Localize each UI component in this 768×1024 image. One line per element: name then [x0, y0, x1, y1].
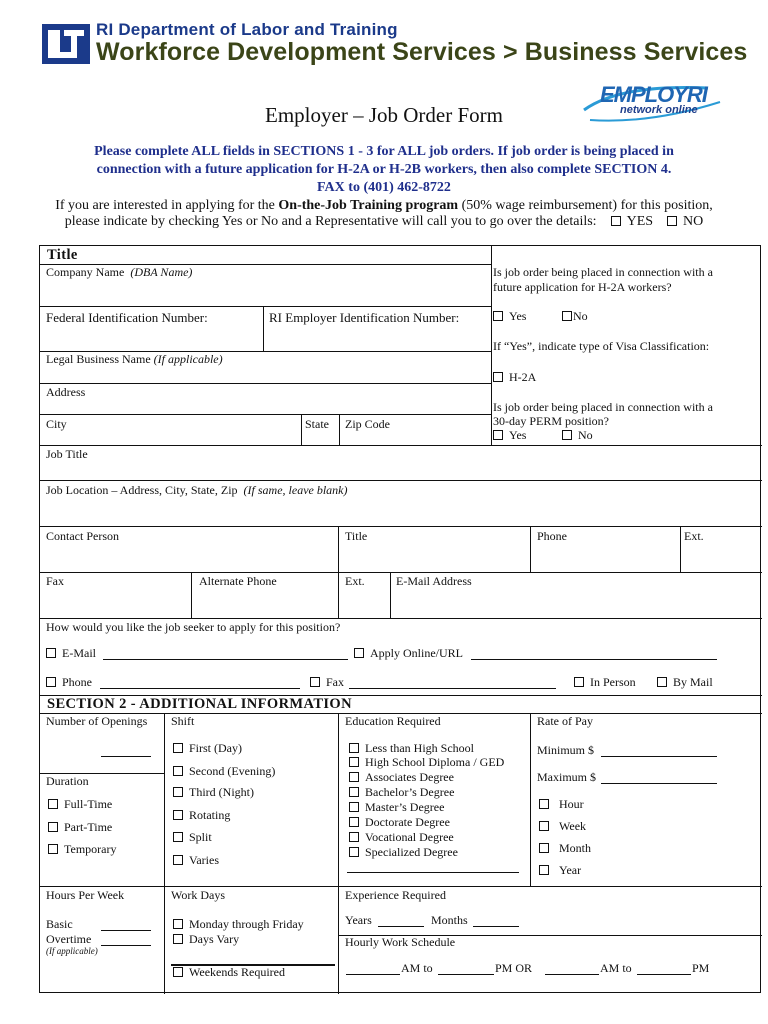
ojt-program-name: On-the-Job Training program [278, 198, 459, 213]
apply-fax-line[interactable] [349, 688, 556, 689]
basic-hours-label: Basic [46, 917, 73, 931]
duration-label: Duration [46, 774, 89, 788]
fax-field[interactable] [41, 588, 190, 617]
pay-week-checkbox[interactable]: Week [539, 819, 586, 834]
visa-h2a-checkbox[interactable]: H-2A [493, 370, 536, 385]
schedule-start-1-line[interactable] [346, 974, 400, 975]
email-address-label: E-Mail Address [396, 574, 472, 588]
state-field[interactable] [303, 430, 338, 444]
job-title-label: Job Title [46, 447, 88, 461]
days-vary-checkbox[interactable]: Days Vary [173, 932, 239, 947]
experience-years-line[interactable] [378, 926, 424, 927]
education-specialized-checkbox[interactable]: Specialized Degree [349, 845, 458, 860]
shift-rotating-checkbox[interactable]: Rotating [173, 808, 230, 823]
contact-person-label: Contact Person [46, 529, 119, 543]
zip-field[interactable] [341, 430, 489, 444]
education-vocational-checkbox[interactable]: Vocational Degree [349, 830, 454, 845]
ojt-yes-checkbox[interactable]: YES [611, 214, 653, 229]
notice-line-2: connection with a future application for H-2A or H-2B workers, then also complete SECTION 4. [96, 162, 672, 177]
minimum-pay-line[interactable] [601, 756, 717, 757]
rate-of-pay-label: Rate of Pay [537, 714, 593, 728]
perm-question-line-2: 30-day PERM position? [493, 414, 609, 428]
alternate-ext-label: Ext. [345, 574, 365, 588]
alternate-phone-field[interactable] [193, 588, 337, 617]
schedule-start-2-line[interactable] [545, 974, 599, 975]
perm-yes-checkbox[interactable]: Yes [493, 428, 526, 443]
education-hs-diploma-checkbox[interactable]: High School Diploma / GED [349, 755, 504, 770]
fax-number: FAX to (401) 462-8722 [317, 180, 451, 195]
section-1-title: Title [47, 247, 78, 263]
legal-name-label: Legal Business Name (If applicable) [46, 352, 223, 366]
maximum-pay-label: Maximum $ [537, 770, 596, 784]
phone-ext-field[interactable] [682, 543, 760, 571]
ojt-intro-line-1: If you are interested in applying for the On-the-Job Training program (50% wage reimbursement) for this position, [55, 198, 713, 213]
shift-label: Shift [171, 714, 195, 728]
hourly-schedule-label: Hourly Work Schedule [345, 935, 456, 949]
perm-no-checkbox[interactable]: No [562, 428, 593, 443]
monday-friday-checkbox[interactable]: Monday through Friday [173, 917, 304, 932]
overtime-if-applicable: (If applicable) [46, 946, 98, 956]
apply-fax-checkbox[interactable]: Fax [310, 675, 344, 690]
city-field[interactable] [41, 430, 299, 444]
experience-months-label: Months [431, 913, 468, 927]
experience-required-label: Experience Required [345, 888, 446, 902]
specialized-degree-line[interactable] [347, 872, 519, 873]
education-doctorate-checkbox[interactable]: Doctorate Degree [349, 815, 450, 830]
apply-phone-line[interactable] [100, 688, 300, 689]
minimum-pay-label: Minimum $ [537, 743, 595, 757]
apply-by-mail-checkbox[interactable]: By Mail [657, 675, 713, 690]
pay-month-checkbox[interactable]: Month [539, 841, 591, 856]
shift-split-checkbox[interactable]: Split [173, 830, 212, 845]
shift-second-checkbox[interactable]: Second (Evening) [173, 764, 275, 779]
alternate-phone-label: Alternate Phone [199, 574, 277, 588]
email-address-field[interactable] [392, 588, 760, 617]
pm-or-label: PM OR [495, 961, 533, 975]
employri-tagline: network online [620, 104, 698, 116]
section-2-title: SECTION 2 - ADDITIONAL INFORMATION [47, 696, 352, 712]
overtime-hours-label: Overtime [46, 932, 92, 946]
how-apply-question: How would you like the job seeker to apply for this position? [46, 620, 341, 634]
education-less-than-hs-checkbox[interactable]: Less than High School [349, 741, 474, 756]
education-required-label: Education Required [345, 714, 441, 728]
alternate-ext-field[interactable] [340, 588, 389, 617]
page-subtitle: Workforce Development Services > Business Services [96, 38, 748, 66]
pm-label: PM [692, 961, 710, 975]
am-to-2-label: AM to [600, 961, 632, 975]
experience-months-line[interactable] [473, 926, 519, 927]
fax-label: Fax [46, 574, 64, 588]
employri-brand: EMPLOYRI [600, 82, 707, 107]
ojt-intro-line-2: please indicate by checking Yes or No and a Representative will call you to go over the details: YES NO [64, 214, 704, 229]
education-masters-checkbox[interactable]: Master’s Degree [349, 800, 444, 815]
state-label: State [305, 417, 329, 431]
job-location-field[interactable] [41, 498, 760, 525]
federal-id-label: Federal Identification Number: [46, 310, 208, 325]
weekends-required-checkbox[interactable]: Weekends Required [173, 965, 285, 980]
am-to-1-label: AM to [401, 961, 433, 975]
education-bachelors-checkbox[interactable]: Bachelor’s Degree [349, 785, 454, 800]
apply-online-checkbox[interactable]: Apply Online/URL [354, 646, 463, 661]
h2a-question-line-1: Is job order being placed in connection with a [493, 265, 713, 279]
apply-email-checkbox[interactable]: E-Mail [46, 646, 96, 661]
work-days-label: Work Days [171, 888, 226, 902]
federal-id-field[interactable] [41, 326, 261, 350]
phone-label: Phone [537, 529, 567, 543]
schedule-end-1-line[interactable] [438, 974, 494, 975]
maximum-pay-line[interactable] [601, 783, 717, 784]
contact-person-field[interactable] [41, 543, 337, 571]
pay-hour-checkbox[interactable]: Hour [539, 797, 584, 812]
duration-temporary-checkbox[interactable]: Temporary [48, 842, 116, 857]
job-title-field[interactable] [41, 460, 760, 479]
duration-full-time-checkbox[interactable]: Full-Time [48, 797, 112, 812]
apply-email-line[interactable] [103, 659, 348, 660]
ri-employer-id-field[interactable] [265, 326, 490, 350]
notice-line-1: Please complete ALL fields in SECTIONS 1 - 3 for ALL job orders. If job order is being placed in [94, 144, 674, 159]
apply-online-line[interactable] [471, 659, 717, 660]
h2a-no-checkbox[interactable]: No [562, 309, 588, 324]
company-name-label: Company Name (DBA Name) [46, 265, 193, 279]
job-location-label: Job Location – Address, City, State, Zip (If same, leave blank) [46, 483, 348, 497]
hours-per-week-label: Hours Per Week [46, 888, 125, 902]
h2a-question-line-2: future application for H-2A workers? [493, 280, 672, 294]
pay-year-checkbox[interactable]: Year [539, 863, 581, 878]
apply-in-person-checkbox[interactable]: In Person [574, 675, 636, 690]
visa-question: If “Yes”, indicate type of Visa Classification: [493, 339, 710, 353]
ri-dlt-logo [42, 24, 90, 64]
title-label: Title [345, 529, 368, 543]
department-name: RI Department of Labor and Training [96, 20, 398, 39]
legal-name-field[interactable] [41, 366, 489, 382]
apply-phone-checkbox[interactable]: Phone [46, 675, 92, 690]
zip-label: Zip Code [345, 417, 390, 431]
shift-third-checkbox[interactable]: Third (Night) [173, 785, 254, 800]
shift-varies-checkbox[interactable]: Varies [173, 853, 219, 868]
phone-field[interactable] [532, 543, 679, 571]
duration-part-time-checkbox[interactable]: Part-Time [48, 820, 112, 835]
company-name-field[interactable] [41, 279, 489, 305]
job-order-form [39, 245, 761, 993]
address-label: Address [46, 385, 86, 399]
education-associates-checkbox[interactable]: Associates Degree [349, 770, 454, 785]
experience-years-label: Years [345, 913, 372, 927]
number-of-openings-line[interactable] [101, 756, 151, 757]
phone-ext-label: Ext. [684, 529, 704, 543]
overtime-hours-line[interactable] [101, 945, 151, 946]
schedule-end-2-line[interactable] [637, 974, 691, 975]
address-field[interactable] [41, 398, 489, 413]
title-field[interactable] [340, 543, 529, 571]
ojt-no-checkbox[interactable]: NO [667, 214, 703, 229]
city-label: City [46, 417, 67, 431]
h2a-yes-checkbox[interactable]: Yes [493, 309, 526, 324]
perm-question-line-1: Is job order being placed in connection with a [493, 400, 713, 414]
ri-employer-id-label: RI Employer Identification Number: [269, 310, 460, 325]
basic-hours-line[interactable] [101, 930, 151, 931]
shift-first-checkbox[interactable]: First (Day) [173, 741, 242, 756]
form-title: Employer – Job Order Form [265, 103, 503, 127]
number-of-openings-label: Number of Openings [46, 714, 148, 728]
